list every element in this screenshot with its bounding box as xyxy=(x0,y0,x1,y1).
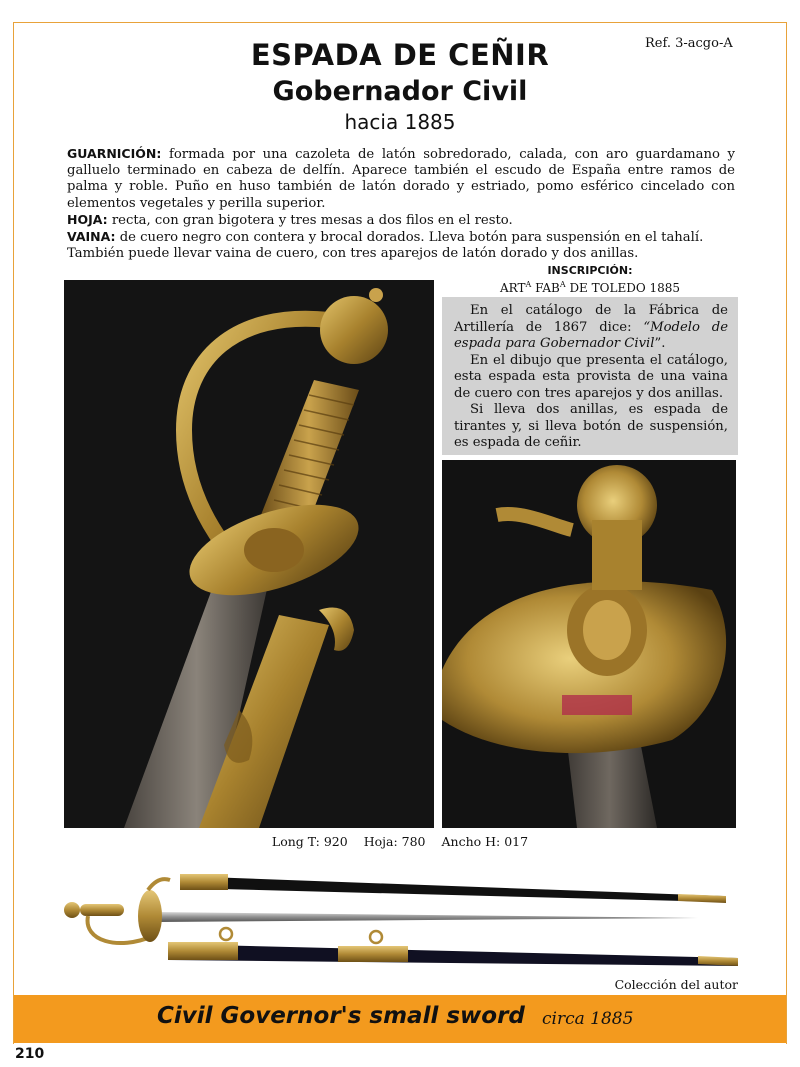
inscription-heading: INSCRIPCIÓN: xyxy=(547,264,633,277)
guarnicion-paragraph xyxy=(67,146,735,212)
english-date: circa 1885 xyxy=(542,1009,634,1029)
full-sword-photo xyxy=(58,866,748,974)
description-block xyxy=(67,146,735,262)
dim-blade: Hoja: 780 xyxy=(363,834,426,849)
hoja-paragraph xyxy=(67,212,735,229)
page-subtitle: Gobernador Civil xyxy=(272,76,528,107)
note-p1-quote: “Modelo de espada para Gobernador Civil xyxy=(454,319,728,351)
english-title: Civil Governor's small sword xyxy=(157,1003,525,1029)
page-number: 210 xyxy=(15,1046,45,1062)
hoja-label: HOJA: xyxy=(67,211,108,227)
note-p1-end: ”. xyxy=(654,336,666,351)
inscription-fab-sup: A xyxy=(559,280,566,289)
inscription-text xyxy=(442,278,738,295)
page-date: hacia 1885 xyxy=(344,110,456,134)
guarnicion-text: formada por una cazoleta de latón sobredorado, calada, con aro guardamano y galluelo terminado en cabeza de delfín. Aparece también el escudo de España entre ramos de palma y roble. Puño en huso también de latón dorado y estriado, pomo esférico cincelado con elementos vegetales y perilla superior. xyxy=(67,147,735,211)
guard-illustration xyxy=(442,460,736,828)
vaina-label: VAINA: xyxy=(67,229,116,245)
guarnicion-label: GUARNICIÓN: xyxy=(67,146,162,161)
hoja-text: recta, con gran bigotera y tres mesas a dos filos en el resto. xyxy=(107,212,513,228)
hilt-illustration xyxy=(64,280,434,828)
dimensions-line xyxy=(0,834,800,849)
guard-closeup-photo xyxy=(442,460,736,828)
inscription-art: ART xyxy=(499,281,526,295)
dim-length: Long T: 920 xyxy=(271,834,348,849)
catalog-note xyxy=(442,297,738,455)
full-sword-illustration xyxy=(58,866,748,974)
note-paragraph-1 xyxy=(454,303,728,353)
hilt-photo xyxy=(64,280,434,828)
note-p1-start: En el catálogo de la Fábrica de Artillería de 1867 dice: xyxy=(454,303,728,335)
reference-code: Ref. 3-acgo-A xyxy=(645,36,733,51)
vaina-text: de cuero negro con contera y brocal dorados. Lleva botón para suspensión en el tahalí. xyxy=(115,230,704,246)
inscription-fab: FAB xyxy=(531,281,560,295)
page-title: ESPADA DE CEÑIR xyxy=(250,38,550,72)
vaina-paragraph xyxy=(67,229,735,246)
vaina-extra-paragraph: También puede llevar vaina de cuero, con tres aparejos de latón dorado y dos anillas. xyxy=(67,246,639,262)
collection-credit: Colección del autor xyxy=(614,977,738,992)
inscription-art-sup: A xyxy=(525,280,532,289)
note-paragraph-3: Si lleva dos anillas, es espada de tirantes y, si lleva botón de suspensión, es espada de ceñir. xyxy=(454,402,728,450)
inscription-rest: DE TOLEDO 1885 xyxy=(565,281,681,295)
note-paragraph-2: En el dibujo que presenta el catálogo, esta espada esta provista de una vaina de cuero con tres aparejos y dos anillas. xyxy=(454,352,728,401)
dim-width: Ancho H: 017 xyxy=(441,834,529,849)
inscription-block xyxy=(442,264,738,295)
